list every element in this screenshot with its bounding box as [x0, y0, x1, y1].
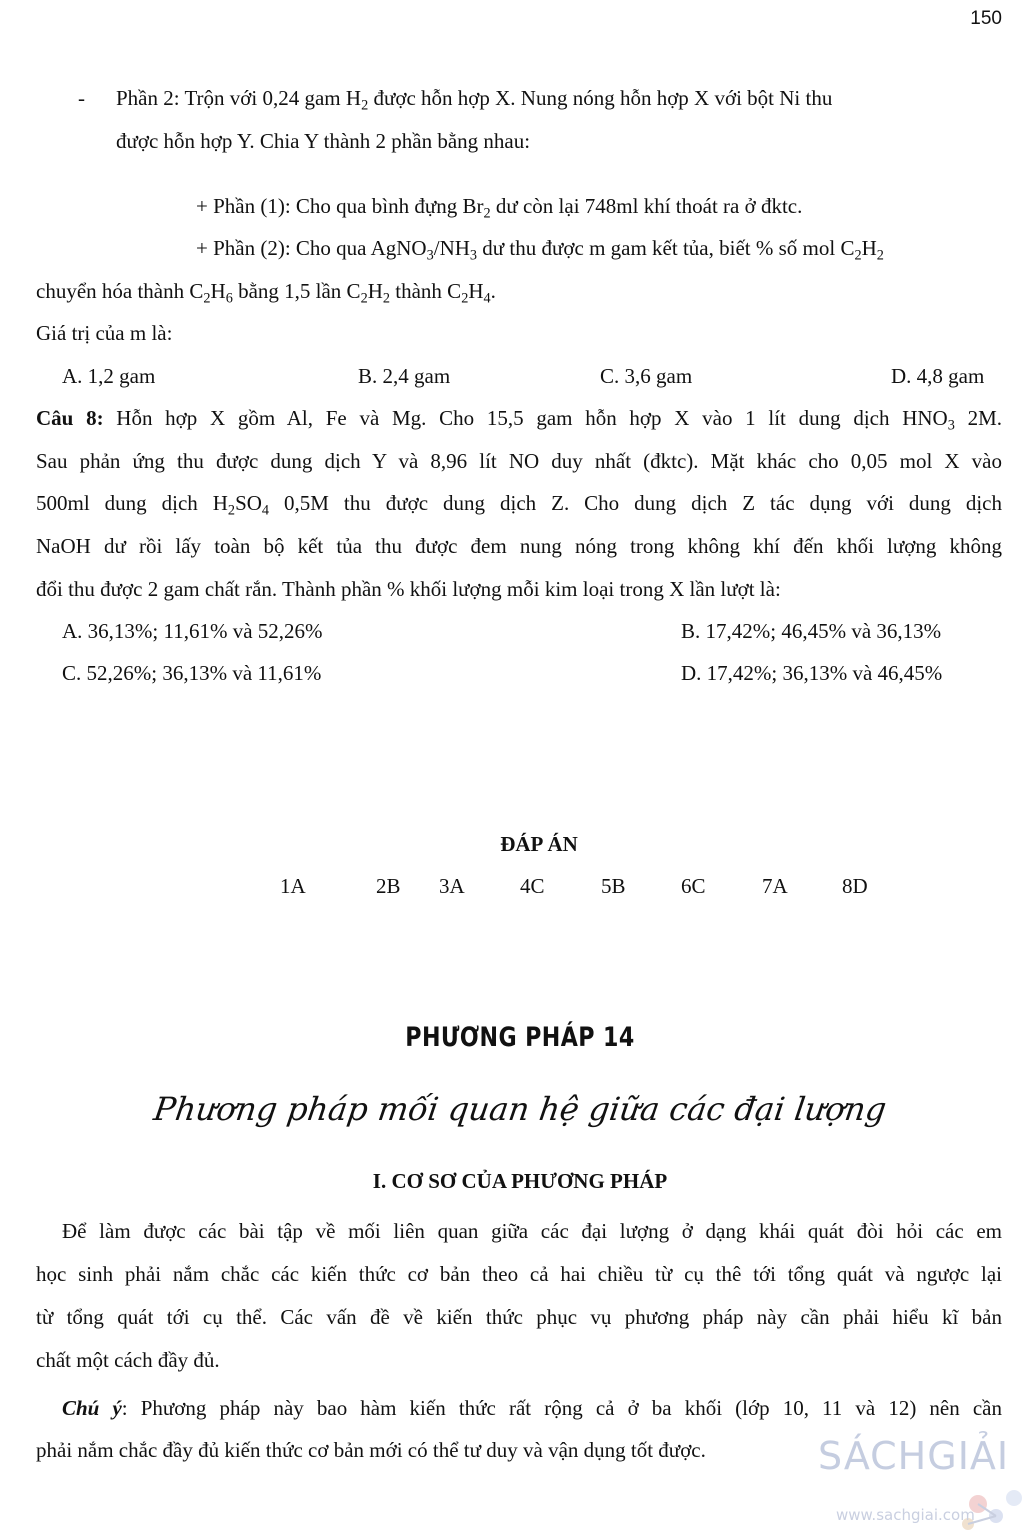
watermark-brand: SÁCHGIẢI — [818, 1434, 1010, 1478]
q8-option-c: C. 52,26%; 36,13% và 11,61% — [62, 661, 322, 685]
question-text: Giá trị của m là: — [36, 321, 173, 345]
answer-item: 3A — [439, 874, 465, 898]
part2-sub-2: + Phần (2): Cho qua $AgNO_3/NH_3$ dư thu được m gam kết tủa, biết % số mol $C_2H_2$ — [196, 236, 884, 264]
q8-line-3: 500ml dung dịch $H_2SO_4$ 0,5M thu được dung dịch Z. Cho dung dịch Z tác dụng với dung dịch — [36, 491, 1003, 519]
q8-line-2: Sau phản ứng thu được dung dịch Y và 8,96 lít NO duy nhất (đktc). Mặt khác cho 0,05 mol X vào — [36, 449, 1002, 473]
q8-option-d: D. 17,42%; 36,13% và 46,45% — [681, 661, 943, 685]
q8-line-4: NaOH dư rồi lấy toàn bộ kết tủa thu được đem nung nóng trong không khí đến khối lượng không — [36, 534, 1002, 558]
answer-item: 1A — [280, 874, 306, 898]
q8-option-a: A. 36,13%; 11,61% và 52,26% — [62, 619, 323, 643]
answer-item: 4C — [520, 874, 545, 898]
basis-paragraph-line-2: học sinh phải nắm chắc các kiến thức cơ bản theo cả hai chiều từ cụ thê tới tổng quát và ngược lại — [36, 1262, 1002, 1286]
q7-option-a: A. 1,2 gam — [62, 364, 156, 388]
page-number: 150 — [970, 8, 1002, 29]
q7-option-d: D. 4,8 gam — [891, 364, 985, 388]
basis-paragraph-line-4: chất một cách đầy đủ. — [36, 1348, 220, 1372]
part2-sub-1: + Phần (1): Cho qua bình đựng $Br_2$ dư còn lại 748ml khí thoát ra ở đktc. — [196, 194, 803, 222]
part2-continuation: chuyển hóa thành $C_2H_6$ bằng 1,5 lần $C_2H_2$ thành $C_2H_4$. — [36, 279, 496, 307]
answer-item: 5B — [601, 874, 626, 898]
watermark-url: www.sachgiai.com — [836, 1506, 975, 1524]
basis-paragraph-line-3: từ tổng quát tới cụ thể. Các vấn đề về kiến thức phục vụ phương pháp này cần phải hiểu kĩ bản — [36, 1305, 1002, 1329]
basis-paragraph-line-1: Để làm được các bài tập về mối liên quan giữa các đại lượng ở dạng khái quát đòi hỏi các em — [62, 1219, 1002, 1243]
answer-item: 8D — [842, 874, 868, 898]
part2-line-1: Phần 2: Trộn với 0,24 gam $H_2$ được hỗn hợp X. Nung nóng hỗn hợp X với bột Ni thu — [116, 86, 833, 114]
q7-option-b: B. 2,4 gam — [358, 364, 451, 388]
q8-line-5: đổi thu được 2 gam chất rắn. Thành phần % khối lượng mỗi kim loại trong X lần lượt là: — [36, 577, 781, 601]
q7-option-c: C. 3,6 gam — [600, 364, 693, 388]
answer-heading: ĐÁP ÁN — [500, 832, 578, 856]
q8-option-b: B. 17,42%; 46,45% và 36,13% — [681, 619, 942, 643]
method-subtitle: Phương pháp mối quan hệ giữa các đại lượng — [151, 1090, 889, 1128]
method-title: PHƯƠNG PHÁP 14 — [405, 1022, 635, 1053]
q8-line-1: Câu 8: Hỗn hợp X gồm Al, Fe và Mg. Cho 15,5 gam hỗn hợp X vào 1 lít dung dịch $HNO_3$ 2M. — [36, 406, 1002, 434]
part2-line-2: được hỗn hợp Y. Chia Y thành 2 phần bằng nhau: — [116, 129, 531, 153]
list-dash: - — [78, 86, 85, 110]
watermark-logo — [818, 1426, 1024, 1539]
answer-item: 6C — [681, 874, 706, 898]
note-line-1: Chú ý: Phương pháp này bao hàm kiến thức rất rộng cả ở ba khối (lớp 10, 11 và 12) nên cần — [62, 1396, 1002, 1420]
answer-item: 7A — [762, 874, 788, 898]
section-title: I. CƠ SƠ CỦA PHƯƠNG PHÁP — [372, 1169, 668, 1193]
answer-item: 2B — [376, 874, 401, 898]
note-line-2: phải nắm chắc đầy đủ kiến thức cơ bản mới có thể tư duy và vận dụng tốt được. — [36, 1438, 706, 1462]
